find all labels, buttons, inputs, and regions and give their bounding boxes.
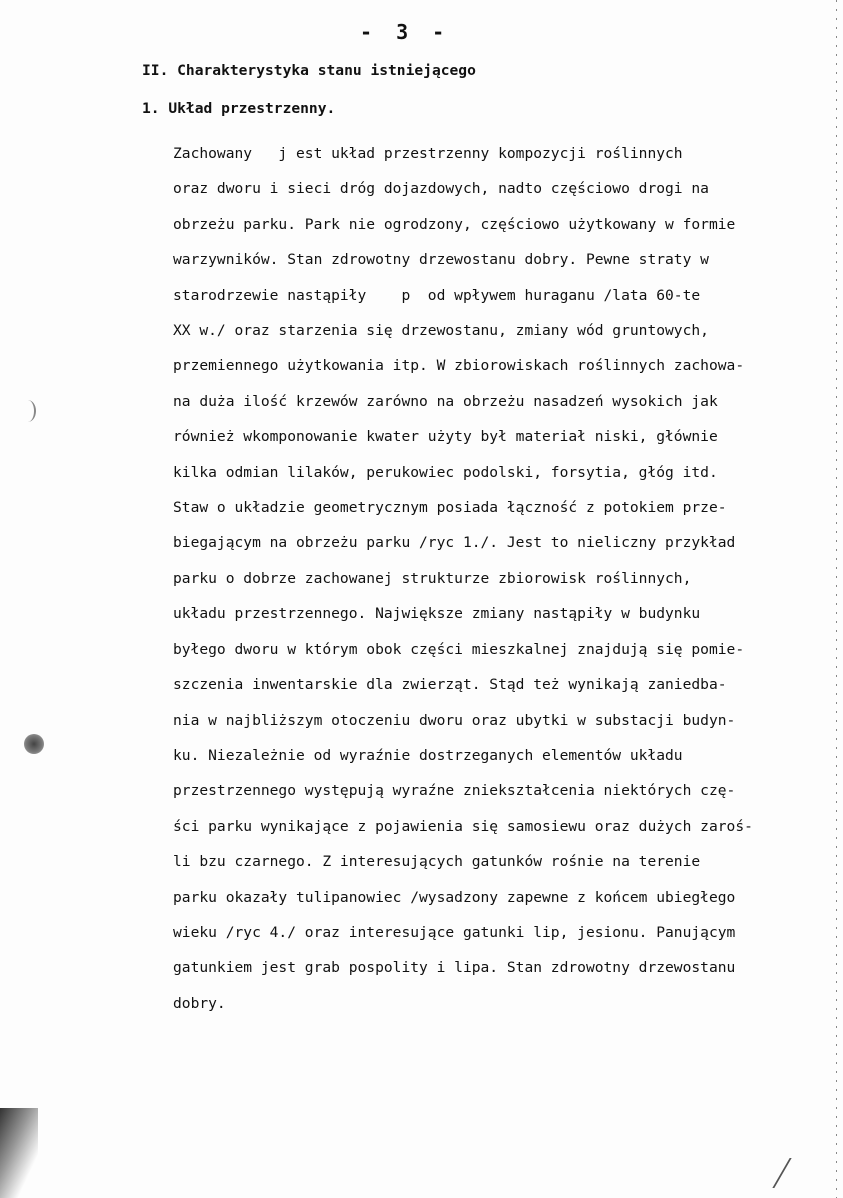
- text-line: przestrzennego występują wyraźne zniekształcenia niektórych czę-: [173, 782, 736, 800]
- text-line: gatunkiem jest grab pospolity i lipa. Stan zdrowotny drzewostanu: [173, 959, 736, 977]
- text-line: ku. Niezależnie od wyraźnie dostrzeganych elementów układu: [173, 746, 683, 764]
- text-line: na duża ilość krzewów zarówno na obrzeżu nasadzeń wysokich jak: [173, 392, 718, 410]
- text-line: wieku /ryc 4./ oraz interesujące gatunki lip, jesionu. Panującym: [173, 923, 736, 941]
- text-line: oraz dworu i sieci dróg dojazdowych, nadto częściowo drogi na: [173, 180, 709, 198]
- text-line: byłego dworu w którym obok części mieszkalnej znajdują się pomie-: [173, 640, 745, 658]
- text-line: ści parku wynikające z pojawienia się samosiewu oraz dużych zaroś-: [173, 817, 753, 835]
- body-text: [173, 136, 833, 1021]
- text-line: Zachowany j est układ przestrzenny kompozycji roślinnych: [173, 145, 683, 162]
- text-line: biegającym na obrzeżu parku /ryc 1./. Jest to nieliczny przykład: [173, 534, 736, 552]
- margin-mark: [20, 400, 36, 422]
- text-line: li bzu czarnego. Z interesujących gatunków rośnie na terenie: [173, 853, 701, 871]
- text-line: parku okazały tulipanowiec /wysadzony zapewne z końcem ubiegłego: [173, 888, 736, 906]
- text-line: dobry.: [173, 994, 226, 1012]
- text-line: szczenia inwentarskie dla zwierząt. Stąd też wynikają zaniedba-: [173, 676, 727, 694]
- text-line: również wkomponowanie kwater użyty był materiał niski, głównie: [173, 428, 718, 446]
- subsection-heading: 1. Układ przestrzenny.: [142, 100, 336, 117]
- page-corner-shadow: [0, 1108, 38, 1198]
- page-corner-fold: [772, 1158, 821, 1188]
- section-heading: II. Charakterystyka stanu istniejącego: [142, 62, 476, 79]
- text-line: obrzeżu parku. Park nie ogrodzony, częściowo użytkowany w formie: [173, 215, 736, 233]
- text-line: przemiennego użytkowania itp. W zbiorowiskach roślinnych zachowa-: [173, 357, 745, 375]
- text-line: Staw o układzie geometrycznym posiada łączność z potokiem prze-: [173, 499, 727, 517]
- text-line: układu przestrzennego. Największe zmiany nastąpiły w budynku: [173, 605, 701, 623]
- text-line: warzywników. Stan zdrowotny drzewostanu dobry. Pewne straty w: [173, 251, 709, 269]
- page-edge-marks: [836, 0, 837, 1198]
- text-line: nia w najbliższym otoczeniu dworu oraz ubytki w substacji budyn-: [173, 711, 736, 729]
- text-line: XX w./ oraz starzenia się drzewostanu, zmiany wód gruntowych,: [173, 322, 709, 340]
- page-number: - 3 -: [360, 20, 451, 44]
- text-line: starodrzewie nastąpiły p od wpływem huraganu /lata 60-te: [173, 286, 701, 304]
- text-line: parku o dobrze zachowanej strukturze zbiorowisk roślinnych,: [173, 569, 692, 587]
- text-line: kilka odmian lilaków, perukowiec podolski, forsytia, głóg itd.: [173, 463, 718, 481]
- hole-punch: [24, 734, 44, 754]
